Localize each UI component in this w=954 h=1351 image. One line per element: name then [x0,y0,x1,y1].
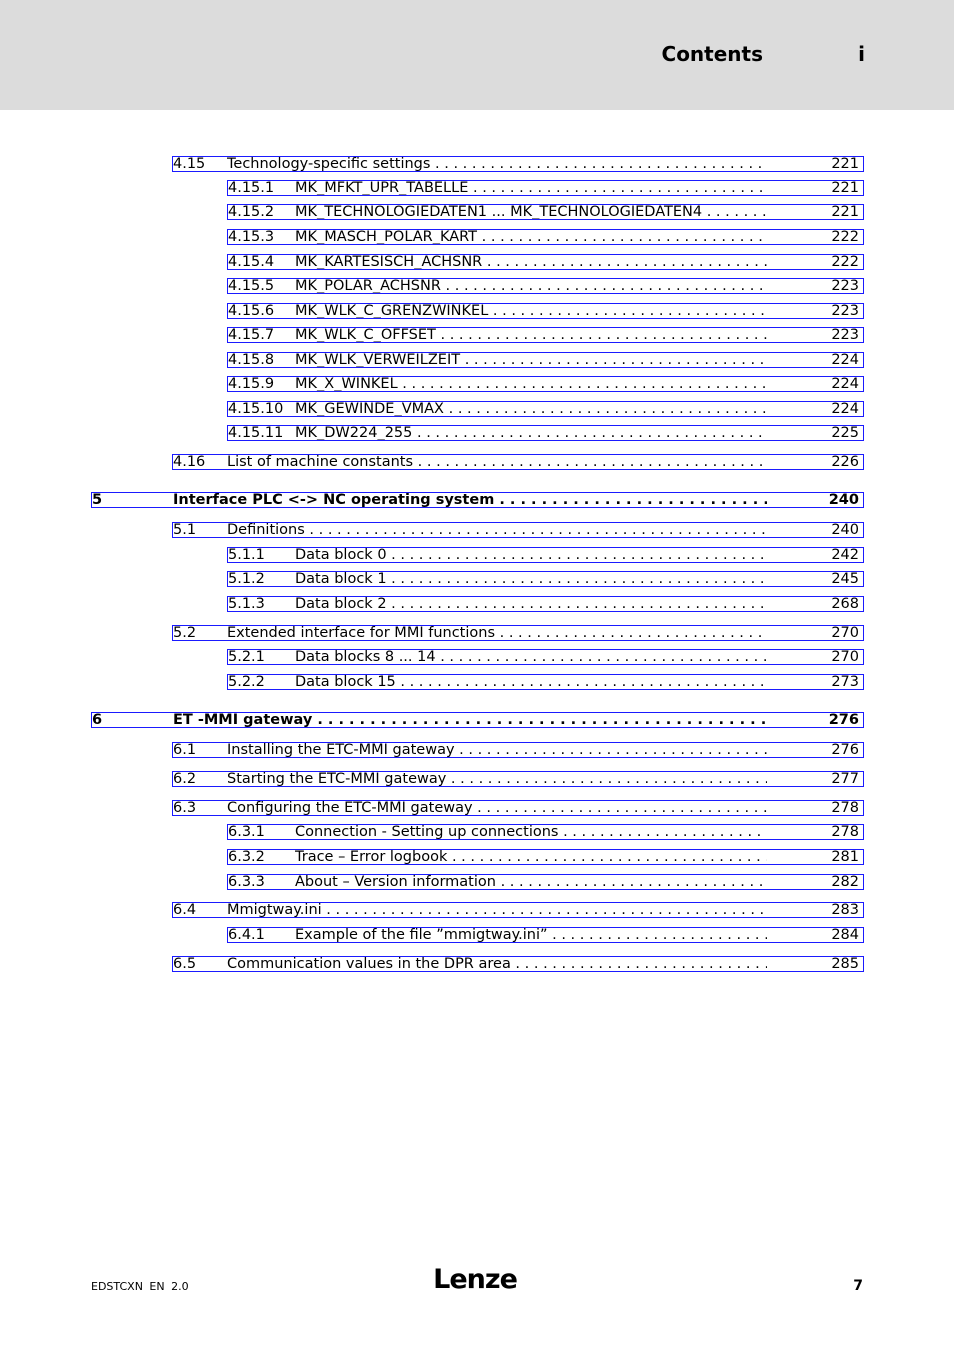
toc-entry-page: 224 [831,352,859,368]
toc-entry-page: 284 [831,927,859,943]
toc-entry-title: MK_MASCH_POLAR_KART . . . [295,230,767,244]
toc-entry-number: 4.15.8 [228,352,275,368]
toc-entry[interactable] [227,303,864,319]
toc-entry-title: Interface PLC <-> NC operating system . . . [173,493,767,507]
toc-entry-number: 4.15.7 [228,327,275,343]
toc-entry-title: Data block 15 . . . [295,675,767,689]
toc-entry[interactable] [172,956,864,972]
toc-entry-page: 276 [831,742,859,758]
toc-entry-page: 221 [831,156,859,172]
toc-entry[interactable] [172,625,864,641]
toc-entry[interactable] [227,571,864,587]
toc-entry-page: 225 [831,425,859,441]
toc-entry-number: 5.1.1 [228,547,265,563]
toc-entry[interactable] [227,376,864,392]
toc-entry-title: ET -MMI gateway . . . [173,713,767,727]
toc-entry[interactable] [227,352,864,368]
toc-entry-title: Data block 0 . . . [295,548,767,562]
toc-entry[interactable] [91,492,864,508]
toc-entry-number: 4.15.3 [228,229,275,245]
toc-entry-number: 6.1 [173,742,197,758]
toc-entry-title: Connection - Setting up connections . . . [295,825,767,839]
toc-entry-page: 221 [831,180,859,196]
toc-entry-page: 224 [831,376,859,392]
toc-entry[interactable] [227,401,864,417]
toc-entry-number: 5.2.1 [228,649,265,665]
toc-entry[interactable] [227,874,864,890]
toc-entry-number: 4.15.1 [228,180,275,196]
toc-entry[interactable] [227,849,864,865]
toc-entry-number: 6.3.2 [228,849,265,865]
toc-entry-page: 277 [831,771,859,787]
toc-entry[interactable] [227,547,864,563]
toc-entry-page: 242 [831,547,859,563]
toc-entry-title: Data block 1 . . . [295,572,767,586]
toc-entry-page: 278 [831,824,859,840]
toc-entry-page: 223 [831,278,859,294]
toc-entry-title: Mmigtway.ini . . . [227,903,767,917]
toc-entry-title: Definitions . . . [227,523,767,537]
page-number: 7 [853,1278,863,1294]
toc-entry-page: 222 [831,229,859,245]
toc-entry-number: 5 [92,492,103,508]
toc-entry-page: 270 [831,649,859,665]
toc-entry-page: 240 [828,492,859,508]
toc-entry-number: 6.2 [173,771,197,787]
toc-entry-number: 6.4.1 [228,927,265,943]
toc-entry[interactable] [227,204,864,220]
toc-entry[interactable] [172,522,864,538]
toc-entry-title: Example of the file ”mmigtway.ini” . . . [295,928,767,942]
toc-entry-page: 282 [831,874,859,890]
toc-entry[interactable] [227,180,864,196]
toc-entry-title: MK_X_WINKEL . . . [295,377,767,391]
toc-entry-title: Extended interface for MMI functions . . . [227,626,767,640]
toc-entry-page: 223 [831,327,859,343]
toc-entry-title: MK_WLK_VERWEILZEIT . . . [295,353,767,367]
toc-entry[interactable] [172,742,864,758]
toc-entry[interactable] [227,927,864,943]
toc-entry-page: 278 [831,800,859,816]
toc-entry[interactable] [227,327,864,343]
page-title: Contents [661,42,763,66]
toc-entry-title: Configuring the ETC-MMI gateway . . . [227,801,767,815]
toc-entry-number: 5.2 [173,625,197,641]
toc-entry[interactable] [227,229,864,245]
toc-entry[interactable] [172,800,864,816]
toc-entry-page: 224 [831,401,859,417]
toc-entry-title: About – Version information . . . [295,875,767,889]
toc-entry-number: 4.16 [173,454,206,470]
toc-entry-title: MK_POLAR_ACHSNR . . . [295,279,767,293]
toc-entry[interactable] [91,712,864,728]
toc-entry-page: 226 [831,454,859,470]
toc-entry-title: MK_MFKT_UPR_TABELLE . . . [295,181,767,195]
toc-entry-title: Data block 2 . . . [295,597,767,611]
toc-entry-number: 5.1 [173,522,197,538]
toc-entry-page: 273 [831,674,859,690]
toc-entry-number: 6.5 [173,956,197,972]
toc-entry[interactable] [227,278,864,294]
toc-entry-number: 6 [92,712,103,728]
toc-entry-number: 6.4 [173,902,197,918]
toc-entry[interactable] [172,771,864,787]
toc-entry-title: MK_TECHNOLOGIEDATEN1 ... MK_TECHNOLOGIEDATEN4 . . . [295,205,767,219]
chapter-marker: i [858,42,865,66]
toc-entry-number: 5.1.3 [228,596,265,612]
toc-entry-number: 4.15.2 [228,204,275,220]
toc-entry[interactable] [172,156,864,172]
toc-entry-number: 4.15.6 [228,303,275,319]
toc-entry-title: MK_DW224_255 . . . [295,426,767,440]
toc-entry-title: MK_WLK_C_OFFSET . . . [295,328,767,342]
toc-entry[interactable] [172,902,864,918]
header-band [0,0,954,110]
toc-entry-page: 285 [831,956,859,972]
toc-entry-page: 245 [831,571,859,587]
toc-entry-number: 6.3.3 [228,874,265,890]
toc-entry[interactable] [172,454,864,470]
toc-entry[interactable] [227,649,864,665]
toc-entry[interactable] [227,425,864,441]
toc-entry-title: Trace – Error logbook . . . [295,850,767,864]
toc-entry-title: Starting the ETC-MMI gateway . . . [227,772,767,786]
toc-entry[interactable] [227,674,864,690]
toc-entry[interactable] [227,596,864,612]
document-code: EDSTCXN EN 2.0 [91,1280,189,1293]
toc-entry-title: MK_KARTESISCH_ACHSNR . . . [295,255,767,269]
toc-entry-number: 4.15.10 [228,401,284,417]
toc-entry-title: MK_WLK_C_GRENZWINKEL . . . [295,304,767,318]
toc-entry-number: 4.15.5 [228,278,275,294]
toc-entry-page: 240 [831,522,859,538]
toc-entry-title: Data blocks 8 ... 14 . . . [295,650,767,664]
toc-entry-number: 4.15.11 [228,425,284,441]
toc-entry-page: 223 [831,303,859,319]
toc-entry-page: 281 [831,849,859,865]
toc-entry-page: 221 [831,204,859,220]
toc-entry-title: Installing the ETC-MMI gateway . . . [227,743,767,757]
toc-entry[interactable] [227,254,864,270]
toc-entry-page: 276 [828,712,859,728]
toc-entry-page: 270 [831,625,859,641]
toc-entry-title: Technology-specific settings . . . [227,157,767,171]
toc-entry[interactable] [227,824,864,840]
toc-entry-number: 6.3.1 [228,824,265,840]
toc-entry-number: 5.1.2 [228,571,265,587]
toc-entry-number: 4.15 [173,156,206,172]
toc-entry-page: 268 [831,596,859,612]
toc-entry-title: MK_GEWINDE_VMAX . . . [295,402,767,416]
toc-entry-page: 283 [831,902,859,918]
toc-entry-title: Communication values in the DPR area . . . [227,957,767,971]
toc-entry-number: 6.3 [173,800,197,816]
toc-entry-number: 4.15.9 [228,376,275,392]
toc-entry-title: List of machine constants . . . [227,455,767,469]
toc-entry-number: 5.2.2 [228,674,265,690]
toc-entry-page: 222 [831,254,859,270]
toc-entry-number: 4.15.4 [228,254,275,270]
lenze-logo: Lenze [433,1264,517,1295]
